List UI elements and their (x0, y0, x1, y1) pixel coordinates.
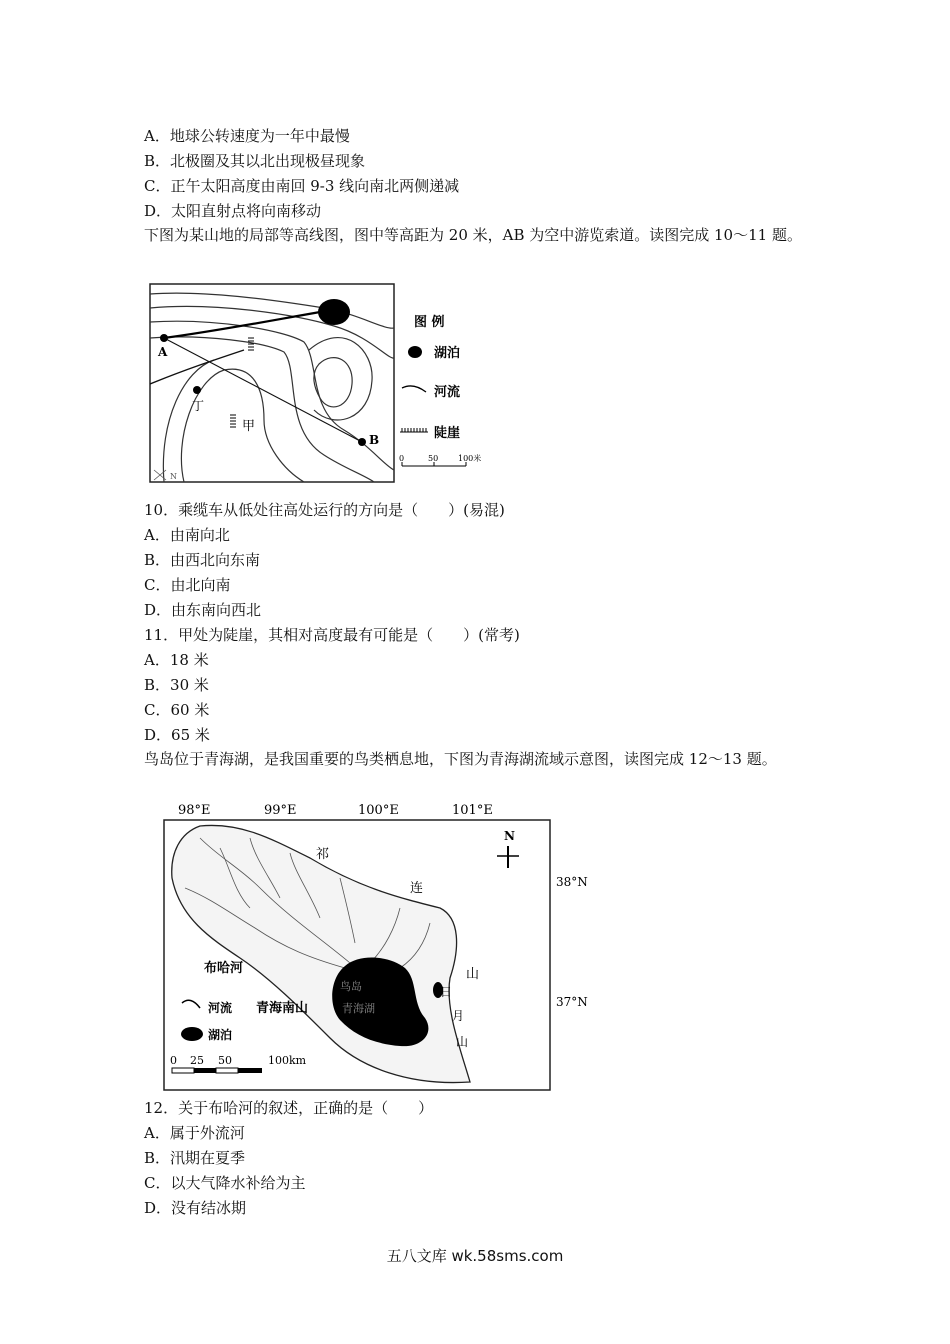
contour-map-figure (144, 280, 484, 486)
south-mountain-label: 青海南山 (256, 1001, 309, 1016)
scale-bar-2 (172, 1068, 262, 1073)
legend-cliff-label: 陡崖 (434, 426, 461, 441)
lian-label: 连 (410, 881, 424, 896)
scale-0: 0 (399, 454, 405, 463)
q10-option-c: C．由北向南 (144, 576, 231, 594)
q11-option-b: B．30 米 (144, 676, 209, 694)
q12-option-b: B．汛期在夏季 (144, 1149, 246, 1167)
scale-100: 100米 (458, 454, 482, 463)
q10-option-d: D．由东南向西北 (144, 601, 262, 619)
point-b-label: B (369, 433, 380, 447)
lat-37: 37°N (556, 995, 588, 1009)
intro-12-13: 鸟岛位于青海湖，是我国重要的鸟类栖息地，下图为青海湖流域示意图，读图完成 12～13 题。 (144, 750, 777, 768)
q11-option-a: A．18 米 (144, 651, 209, 669)
q12-option-d: D．没有结冰期 (144, 1199, 247, 1217)
legend-river-label-2: 河流 (208, 1001, 233, 1015)
q10-option-a: A．由南向北 (144, 526, 230, 544)
q9-option-b: B．北极圈及其以北出现极昼现象 (144, 152, 366, 170)
legend-river-icon (402, 386, 426, 392)
q9-option-c: C．正午太阳高度由南回 9-3 线向南北两侧递减 (144, 177, 460, 195)
q10-option-b: B．由西北向东南 (144, 551, 261, 569)
lon-101: 101°E (452, 803, 493, 818)
scale2-0: 0 (170, 1054, 177, 1067)
svg-text:N: N (504, 829, 515, 843)
lon-99: 99°E (264, 803, 297, 818)
legend-lake-icon (408, 346, 422, 358)
legend-title: 图 例 (414, 315, 445, 330)
q12-option-c: C．以大气降水补给为主 (144, 1174, 306, 1192)
qinghai-lake-map (160, 798, 600, 1094)
q10-stem: 10．乘缆车从低处往高处运行的方向是（ ）(易混) (144, 501, 505, 519)
page-footer: 五八文库 wk.58sms.com (386, 1247, 564, 1265)
q9-option-a: A．地球公转速度为一年中最慢 (144, 127, 350, 145)
riyue-label-2: 月 (452, 1009, 465, 1023)
q11-option-d: D．65 米 (144, 726, 210, 744)
legend-lake-label-2: 湖泊 (208, 1028, 233, 1042)
lake-shape (318, 299, 350, 325)
riyue-label-1: 日 (440, 985, 453, 999)
legend-lake-icon-2 (181, 1027, 203, 1041)
scale2-25: 25 (190, 1054, 204, 1067)
legend-cliff-icon (400, 428, 428, 432)
scale2-50: 50 (218, 1054, 232, 1067)
q9-option-d: D．太阳直射点将向南移动 (144, 202, 322, 220)
basin-outline (172, 825, 470, 1082)
scale-50: 50 (428, 454, 439, 463)
lake-name-label: 青海湖 (342, 1002, 375, 1015)
shan-label: 山 (466, 967, 480, 982)
q12-option-a: A．属于外流河 (144, 1124, 245, 1142)
legend-lake-label: 湖泊 (434, 346, 461, 361)
lon-98: 98°E (178, 803, 211, 818)
lat-38: 38°N (556, 875, 588, 889)
bird-island-label: 鸟岛 (340, 980, 362, 993)
lon-100: 100°E (358, 803, 399, 818)
legend-river-label: 河流 (434, 385, 461, 400)
corner-mark: N (170, 472, 177, 481)
riyue-label-3: 山 (456, 1035, 469, 1049)
q12-stem: 12．关于布哈河的叙述，正确的是（ ） (144, 1099, 434, 1117)
buha-river-label: 布哈河 (204, 961, 244, 976)
point-a-label: A (158, 345, 168, 359)
point-ding-label: 丁 (192, 399, 205, 413)
q11-option-c: C．60 米 (144, 701, 210, 719)
q11-stem: 11．甲处为陡崖，其相对高度最有可能是（ ）(常考) (144, 626, 520, 644)
north-arrow-icon (497, 829, 519, 868)
scale2-100km: 100km (268, 1054, 307, 1067)
point-jia-label: 甲 (242, 419, 256, 434)
legend-river-icon-2 (182, 1000, 200, 1008)
intro-10-11: 下图为某山地的局部等高线图，图中等高距为 20 米，AB 为空中游览索道。读图完成 10～11 题。 (144, 226, 802, 244)
qi-label: 祁 (316, 847, 330, 862)
